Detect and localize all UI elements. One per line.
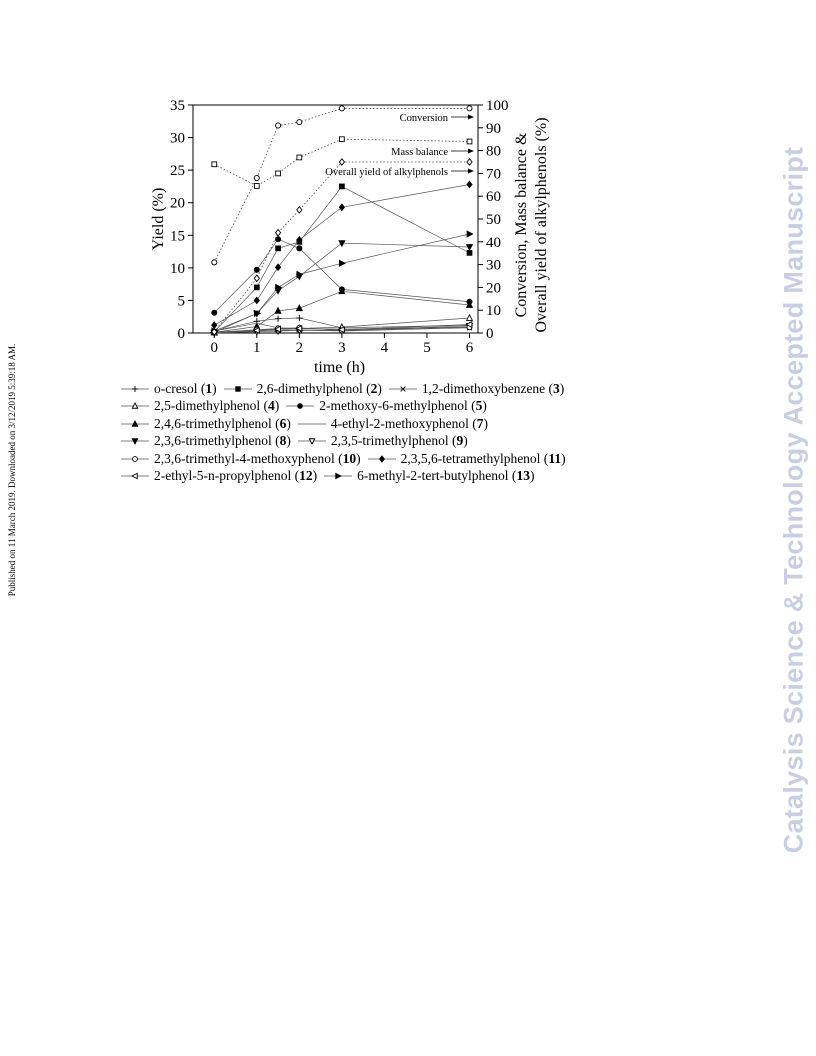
legend-label: 2,3,6-trimethylphenol (8) [154,433,291,449]
legend-marker [235,387,240,392]
secondary-1-point [339,137,344,142]
chart-axes [150,98,550,376]
download-note: Published on 11 March 2019. Downloaded on 3/12/2019 5:39:18 AM. [7,343,17,597]
legend-swatch [120,471,150,481]
y-tick-label: 15 [170,228,185,245]
legend-item-13 [323,468,534,484]
series-4-point [467,315,473,321]
legend-swatch [120,401,150,411]
legend-item-1 [120,381,217,397]
legend-swatch [120,454,150,464]
y-tick-label: 25 [170,163,185,180]
legend-swatch [120,384,150,394]
legend-swatch [367,454,397,464]
y-tick-label: 5 [177,293,185,310]
legend-label: 2-methoxy-6-methylphenol (5) [319,398,487,414]
secondary-0-point [254,175,259,180]
legend-item-10 [120,451,361,467]
series-2-point [276,246,281,251]
secondary-1-point [212,162,217,167]
secondary-series-layer [212,106,472,335]
annotation-label-0: Conversion [399,113,448,124]
secondary-1-point [254,184,259,189]
legend-label: 1,2-dimethoxybenzene (3) [421,380,565,396]
legend-label: 2,6-dimethylphenol (2) [256,380,382,396]
secondary-2-point [467,159,472,165]
x-tick-label: 6 [465,340,474,356]
legend-item-5 [285,398,487,414]
legend-item-7 [297,416,488,432]
series-8-point [467,245,473,251]
legend-label: 2,5-dimethylphenol (4) [154,398,280,414]
yield-chart [0,0,816,390]
legend-swatch [323,471,353,481]
series-5-point [297,246,302,251]
journal-watermark: Catalysis Science & Technology Accepted Manuscript [778,146,809,854]
legend-marker [132,386,138,392]
series-11-point [212,322,217,328]
plot-frame [193,105,478,333]
y-tick-label: 10 [170,260,185,277]
y2-tick-label: 80 [486,143,501,160]
legend-marker [298,404,303,409]
x-axis-label: time (h) [313,359,366,376]
y-tick-label: 30 [170,130,185,147]
series-11-point [467,181,472,187]
legend-marker [133,456,138,461]
legend-label: 2,4,6-trimethylphenol (6) [154,415,291,431]
x-tick-label: 4 [380,340,389,356]
legend-item-3 [388,381,564,397]
chart-legend [120,380,640,485]
legend-item-2 [223,381,382,397]
y2-tick-label: 70 [486,166,501,183]
legend-item-4 [120,398,279,414]
secondary-1-point [467,139,472,144]
secondary-2-point [254,275,259,281]
legend-label: 4-ethyl-2-methoxyphenol (7) [330,415,488,431]
y2-tick-label: 20 [486,280,501,297]
legend-row [120,398,640,416]
series-1-point [296,315,302,321]
annotation-label-1: Mass balance [391,147,448,158]
y2-axis-label-line2: Overall yield of alkylphenols (%) [533,117,550,333]
legend-item-12 [120,468,317,484]
legend-item-11 [367,451,566,467]
series-2-point [339,184,344,189]
legend-swatch [297,436,327,446]
legend-swatch [120,419,150,429]
y2-tick-label: 100 [486,98,509,114]
secondary-1-point [297,155,302,160]
annotation-arrowhead-1 [468,149,474,154]
x-tick-label: 1 [253,340,261,356]
legend-swatch [223,384,253,394]
secondary-0-point [339,106,344,111]
legend-label: 2,3,6-trimethyl-4-methoxyphenol (10) [154,450,361,466]
y2-tick-label: 90 [486,120,501,137]
y-tick-label: 20 [170,195,185,212]
x-tick-label: 0 [210,340,219,356]
series-13-point [339,260,345,266]
y2-axis-label-line1: Conversion, Mass balance & [513,132,530,318]
y-axis-label: Yield (%) [150,187,167,251]
legend-row [120,433,640,451]
secondary-0-point [276,123,281,128]
legend-row [120,468,640,486]
y2-tick-label: 50 [486,212,501,228]
annotation-arrowhead-0 [468,115,474,120]
legend-label: 2-ethyl-5-n-propylphenol (12) [154,468,318,484]
secondary-1-point [276,171,281,176]
legend-label: 2,3,5-trimethylphenol (9) [330,433,468,449]
series-5-point [276,237,281,242]
legend-swatch [388,384,418,394]
series-11-point [339,204,344,210]
y2-tick-label: 40 [486,234,501,251]
legend-swatch [120,436,150,446]
series-5-point [212,310,217,315]
legend-item-9 [297,433,468,449]
legend-row [120,415,640,433]
x-tick-label: 5 [423,340,431,356]
secondary-0-point [467,106,472,111]
secondary-2-point [276,229,281,235]
series-5-point [254,267,259,272]
y2-tick-label: 30 [486,257,501,274]
legend-label: 6-methyl-2-tert-butylphenol (13) [357,468,535,484]
legend-swatch [297,419,327,429]
legend-item-8 [120,433,291,449]
series-6-point [296,305,302,311]
y2-tick-label: 60 [486,189,501,206]
secondary-0-point [212,260,217,265]
y-tick-label: 35 [170,98,185,114]
legend-swatch [285,401,315,411]
series-layer [211,181,473,336]
series-line-13 [214,234,469,331]
secondary-0-point [297,120,302,125]
legend-marker [132,474,137,479]
series-line-5 [214,239,469,313]
y2-tick-label: 10 [486,303,501,320]
legend-marker [379,456,384,462]
series-2-point [254,285,259,290]
x-tick-label: 2 [295,340,304,356]
series-13-point [467,231,473,237]
legend-label: o-cresol (1) [154,380,217,396]
legend-row [120,380,640,398]
legend-marker [336,474,341,479]
legend-item-6 [120,416,291,432]
x-tick-label: 3 [338,340,346,356]
legend-label: 2,3,5,6-tetramethylphenol (11) [400,450,566,466]
legend-row [120,450,640,468]
y-tick-label: 0 [177,326,185,342]
y2-tick-label: 0 [486,326,494,342]
series-1-point [275,315,281,321]
label-layer [325,113,474,178]
annotation-label-2: Overall yield of alkylphenols [325,167,448,178]
annotation-arrowhead-2 [468,169,474,174]
